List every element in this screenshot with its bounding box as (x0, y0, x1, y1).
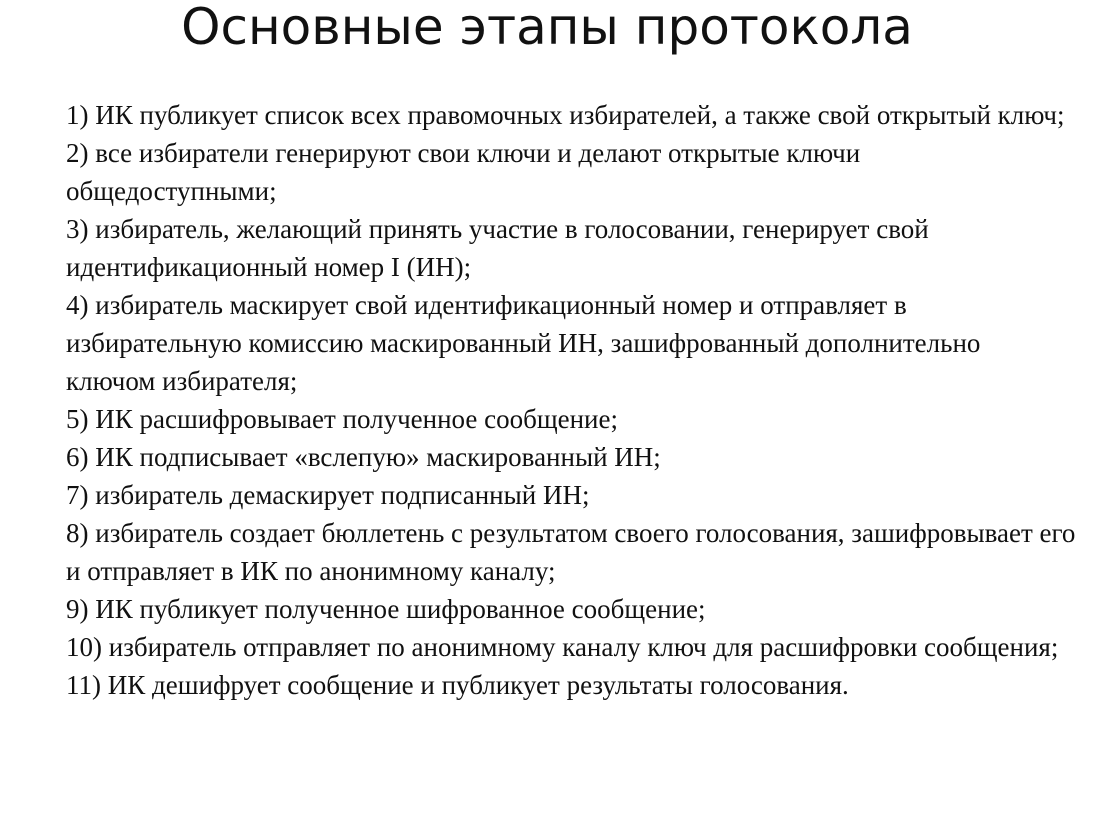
step-11: 11) ИК дешифрует сообщение и публикует результаты голосования. (66, 670, 849, 700)
step-1: 1) ИК публикует список всех правомочных избирателей, а также свой открытый ключ; (66, 100, 1065, 130)
step-10: 10) избиратель отправляет по анонимному каналу ключ для расшифровки сообщения; (66, 632, 1059, 662)
step-2: 2) все избиратели генерируют свои ключи и делают открытые ключи общедоступными; (66, 138, 861, 206)
step-5: 5) ИК расшифровывает полученное сообщение; (66, 404, 618, 434)
step-8: 8) избиратель создает бюллетень с результатом своего голосования, зашифровывает его и отправляет в ИК по анонимному каналу; (66, 518, 1076, 586)
protocol-steps-list (66, 96, 1076, 704)
step-9: 9) ИК публикует полученное шифрованное сообщение; (66, 594, 706, 624)
step-6: 6) ИК подписывает «вслепую» маскированный ИН; (66, 442, 661, 472)
slide-title: Основные этапы протокола (181, 0, 913, 56)
step-4: 4) избиратель маскирует свой идентификационный номер и отправляет в избирательную комиссию маскированный ИН, зашифрованный дополнительно ключом избирателя; (66, 290, 981, 396)
step-7: 7) избиратель демаскирует подписанный ИН; (66, 480, 590, 510)
step-3: 3) избиратель, желающий принять участие в голосовании, генерирует свой идентификационный номер I (ИН); (66, 214, 929, 282)
